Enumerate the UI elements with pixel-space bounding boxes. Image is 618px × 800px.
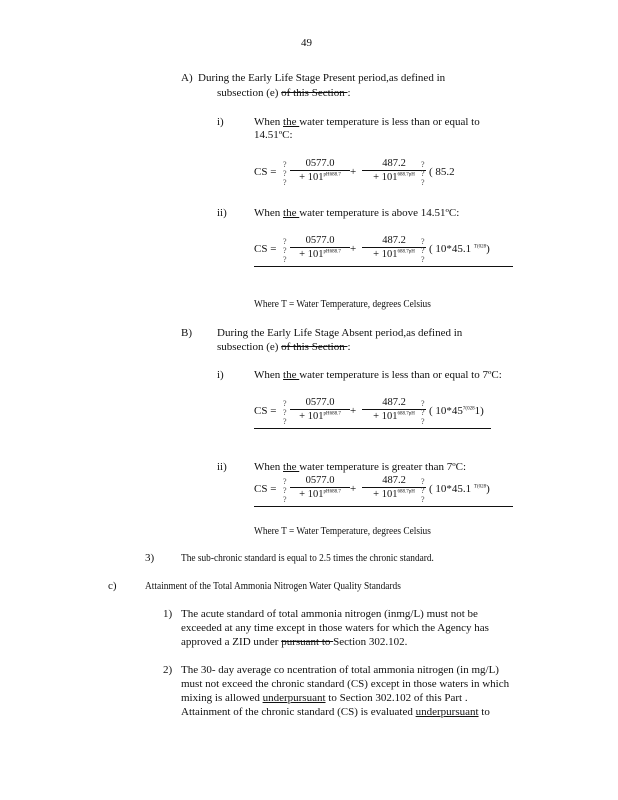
a-i-label: i) [217, 116, 224, 128]
section-b-line2-pre: subsection (e) [217, 341, 282, 353]
b-i-label: i) [217, 369, 224, 381]
fraction-1 [290, 235, 350, 260]
fraction-1-num: 0577.0 [290, 475, 350, 488]
section-a-line2-strike: of this Section [281, 87, 348, 99]
section-b-label: B) [181, 327, 192, 339]
fraction-1-den: + $101^{pH688.7}$ [299, 411, 341, 422]
c-2-line2: must not exceed the chronic standard (CS) except in those waters in which [181, 678, 510, 690]
formula-rule [254, 266, 513, 267]
bracket-right: ? ? ? [421, 237, 425, 264]
fraction-2-num: 487.2 [362, 158, 426, 171]
plus-sign: + [350, 166, 357, 178]
a-i-under: the [283, 116, 300, 128]
fraction-2-den: + $101^{688.7pH}$ [373, 172, 415, 183]
bracket-left: ? ? ? [283, 477, 287, 504]
b-ii-post: water temperature is greater than 7ºC: [299, 461, 467, 473]
section-a-line2 [217, 87, 351, 100]
a-i-line2: 14.51ºC: [254, 129, 293, 141]
b-i-post: water temperature is less than or equal to 7ºC: [299, 369, 502, 381]
a-i-pre: When [254, 116, 284, 128]
fraction-1-num: 0577.0 [290, 397, 350, 410]
section-b-line2-strike: of this Section [281, 341, 348, 353]
fraction-1-num: 0577.0 [290, 235, 350, 248]
fraction-2 [362, 475, 426, 500]
fraction-2-den: + $101^{688.7pH}$ [373, 249, 415, 260]
fraction-2-num: 487.2 [362, 475, 426, 488]
section-b-line1: During the Early Life Stage Absent period,as defined in [217, 327, 463, 339]
fraction-1-num: 0577.0 [290, 158, 350, 171]
b-i-under: the [283, 369, 300, 381]
b-i-line1 [254, 369, 502, 382]
b-ii-under: the [283, 461, 300, 473]
c-1-line2: exceeded at any time except in those waters for which the Agency has [181, 622, 489, 634]
b-i-pre: When [254, 369, 284, 381]
section-c-title: Attainment of the Total Ammonia Nitrogen Water Quality Standards [145, 580, 401, 592]
a-ii-pre: When [254, 207, 284, 219]
section-a-line1: During the Early Life Stage Present period,as defined in [198, 72, 446, 84]
formula-lhs: CS = [254, 405, 277, 417]
bracket-right: ? ? ? [421, 477, 425, 504]
c-2-line1: The 30- day average co ncentration of total ammonia nitrogen (in mg/L) [181, 664, 499, 676]
fraction-2-num: 487.2 [362, 397, 426, 410]
c-2-label: 2) [163, 664, 173, 676]
bracket-left: ? ? ? [283, 399, 287, 426]
fraction-2-den: + $101^{688.7pH}$ [373, 411, 415, 422]
fraction-1-den: + $101^{pH688.7}$ [299, 172, 341, 183]
fraction-1 [290, 475, 350, 500]
section-b-line2 [217, 341, 351, 354]
fraction-1-den: + $101^{pH688.7}$ [299, 249, 341, 260]
formula-tail: ( 10*45.1 $^{T(028}$) [429, 483, 490, 495]
c-2-line4: Attainment of the chronic standard (CS) is evaluated underpursuant to [181, 706, 490, 718]
a-ii-label: ii) [217, 207, 227, 219]
fraction-2 [362, 158, 426, 183]
bracket-left: ? ? ? [283, 160, 287, 187]
section-a-line2-post: : [347, 87, 351, 99]
fraction-1 [290, 397, 350, 422]
plus-sign: + [350, 483, 357, 495]
formula-tail: ( 85.2 [429, 166, 455, 178]
formula-lhs: CS = [254, 243, 277, 255]
a-i-post: water temperature is less than or equal to [299, 116, 480, 128]
section-a-label: A) [181, 72, 193, 84]
formula-tail: ( $10*45^{7(028}1$) [429, 405, 484, 417]
b-ii-pre: When [254, 461, 284, 473]
fraction-1 [290, 158, 350, 183]
item-3-text: The sub-chronic standard is equal to 2.5 times the chronic standard. [181, 552, 434, 564]
b-where-note: Where T = Water Temperature, degrees Celsius [254, 525, 431, 537]
fraction-2-num: 487.2 [362, 235, 426, 248]
bracket-left: ? ? ? [283, 237, 287, 264]
fraction-1-den: + $101^{pH688.7}$ [299, 489, 341, 500]
fraction-2 [362, 397, 426, 422]
fraction-2 [362, 235, 426, 260]
formula-lhs: CS = [254, 166, 277, 178]
formula-lhs: CS = [254, 483, 277, 495]
c-2-line3: mixing is allowed underpursuant to Section 302.102 of this Part . [181, 692, 468, 704]
formula-rule [254, 506, 513, 507]
section-b-line2-post: : [347, 341, 351, 353]
a-i-line1 [254, 116, 480, 129]
bracket-right: ? ? ? [421, 160, 425, 187]
c-1-line3: approved a ZID under pursuant to Section 302.102. [181, 636, 408, 648]
c-1-label: 1) [163, 608, 173, 620]
plus-sign: + [350, 405, 357, 417]
item-3-label: 3) [145, 552, 155, 564]
section-a-line2-pre: subsection (e) [217, 87, 282, 99]
section-c-label: c) [108, 580, 117, 592]
page-number: 49 [301, 37, 312, 49]
b-ii-line1 [254, 461, 466, 474]
c-1-line1: The acute standard of total ammonia nitrogen (inmg/L) must not be [181, 608, 478, 620]
plus-sign: + [350, 243, 357, 255]
a-ii-post: water temperature is above 14.51ºC: [299, 207, 460, 219]
a-ii-line1 [254, 207, 459, 220]
b-ii-label: ii) [217, 461, 227, 473]
formula-tail: ( 10*45.1 $^{T(028}$) [429, 243, 490, 255]
a-ii-under: the [283, 207, 300, 219]
a-where-note: Where T = Water Temperature, degrees Celsius [254, 298, 431, 310]
formula-rule [254, 428, 491, 429]
fraction-2-den: + $101^{688.7pH}$ [373, 489, 415, 500]
bracket-right: ? ? ? [421, 399, 425, 426]
